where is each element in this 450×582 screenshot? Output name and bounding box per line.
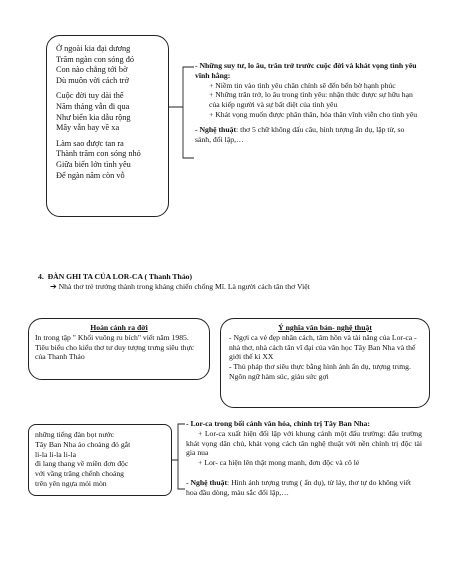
section-number: 4.	[38, 272, 44, 281]
poem-stanza	[56, 91, 162, 133]
poem-line: Để ngàn năm còn vỗ	[56, 170, 125, 180]
poem-line: Thành trăm con sóng nhỏ	[56, 149, 141, 159]
meaning-line: - Thủ pháp thơ siêu thực bằng hình ảnh ẩn dụ, tượng trưng. Ngôn ngữ hàm súc, giàu sức gợi	[229, 362, 411, 381]
connector-bottom	[172, 424, 185, 489]
analysis-item: + Lor- ca hiện lên thật mong manh, đơn độc và cô lẻ	[198, 458, 360, 468]
poem-line: Làm sao được tan ra	[56, 138, 124, 148]
poem-box-2	[28, 424, 172, 496]
section-subtitle	[38, 282, 428, 292]
poem-line: Mây vẫn bay về xa	[56, 123, 120, 133]
poem-line: trên yên ngựa mỏi mòn	[35, 478, 107, 488]
section-title-text: ĐÀN GHI TA CỦA LOR-CA ( Thanh Thảo)	[47, 272, 193, 281]
art-note	[195, 125, 420, 145]
poem-line: Dù muôn vời cách trở	[56, 75, 129, 85]
section-title	[38, 272, 428, 282]
art-label: - Nghệ thuật	[195, 124, 237, 134]
poem-line: những tiếng đàn bọt nước	[35, 430, 115, 439]
analysis-item: + Lor-ca xuất hiện đối lập với khung cảnh một đấu trường: đấu trường khát vọng dân chủ, khát vọng cách tân nghệ thuật với nền chính trị độc tài gia nua	[186, 428, 422, 458]
section-heading	[38, 272, 428, 292]
poem-line: Trăm ngàn con sóng đó	[56, 54, 135, 64]
art-note	[186, 478, 422, 498]
poem-line: Ở ngoài kia đại dương	[56, 44, 131, 53]
poem-stanza	[56, 139, 162, 181]
poem-line: Như biển kia dẫu rộng	[56, 112, 131, 122]
poem-line: Cuộc đời tuy dài thế	[56, 91, 124, 101]
poem-line: với vầng trăng chếnh choáng	[35, 469, 125, 479]
connector-top	[169, 67, 194, 158]
poem-line: Tây Ban Nha áo choàng đỏ gắt	[35, 439, 131, 449]
analysis-block-2	[186, 419, 422, 498]
poem-box-1	[46, 35, 169, 217]
poem-line: Con nào chẳng tới bờ	[56, 65, 128, 75]
art-text: : Hình ảnh tượng trưng ( ẩn dụ), từ láy, thơ tự do không viết hoa đầu dòng, màu sắc đối lập,…	[186, 477, 412, 497]
poem-line: Năm tháng vẫn đi qua	[56, 101, 130, 111]
art-label: - Nghệ thuật	[186, 477, 228, 487]
analysis-item: + Niềm tin vào tình yêu chân chính sẽ đến bến bờ hạnh phúc	[209, 80, 396, 90]
analysis-heading: - Lor-ca trong bối cảnh văn hóa, chính trị Tây Ban Nha:	[186, 419, 370, 428]
analysis-heading: - Những suy tư, lo âu, trăn trở trước cuộc đời và khát vọng tình yêu vĩnh hằng:	[195, 61, 417, 80]
meaning-box	[220, 318, 430, 408]
meaning-title: Ý nghĩa văn bản- nghệ thuật	[278, 323, 372, 332]
context-title: Hoàn cảnh ra đời	[90, 323, 148, 332]
right-arrow-icon: ➔	[50, 281, 57, 291]
meaning-line: - Ngợi ca vẻ đẹp nhân cách, tâm hồn và tài năng của Lor-ca - nhà thơ, nhà cách tân vĩ đại của văn học Tây Ban Nha và thế giới thế kỉ XX	[229, 332, 417, 362]
poem-line: li-la li-la li-la	[35, 449, 76, 459]
context-body: In trong tập " Khối vuông ru bích" viết năm 1985. Tiêu biểu cho kiểu thơ tư duy tượng trưng siêu thực của Thanh Thảo	[35, 332, 195, 362]
poem-line: đi lang thang về miền đơn độc	[35, 459, 129, 469]
section-subtitle-text: Nhà thơ trẻ trưởng thành trong kháng chiến chống Mĩ. Là người cách tân thơ Việt	[58, 281, 310, 291]
art-text: : thơ 5 chữ không dấu câu, hình tượng ẩn dụ, lặp từ, so sánh, đối lập,…	[195, 124, 405, 144]
analysis-block-1	[195, 61, 420, 144]
analysis-item: + Khát vọng muốn được phân thân, hóa thân vĩnh viễn cho tình yêu	[209, 109, 418, 119]
analysis-item: + Những trăn trở, lo âu trong tình yêu: nhận thức được sự hữu hạn của kiếp người và sự bất diệt của tình yêu	[209, 90, 413, 110]
poem-stanza	[56, 44, 162, 86]
context-box	[28, 318, 210, 380]
poem-line: Giữa biển lớn tình yêu	[56, 159, 131, 169]
